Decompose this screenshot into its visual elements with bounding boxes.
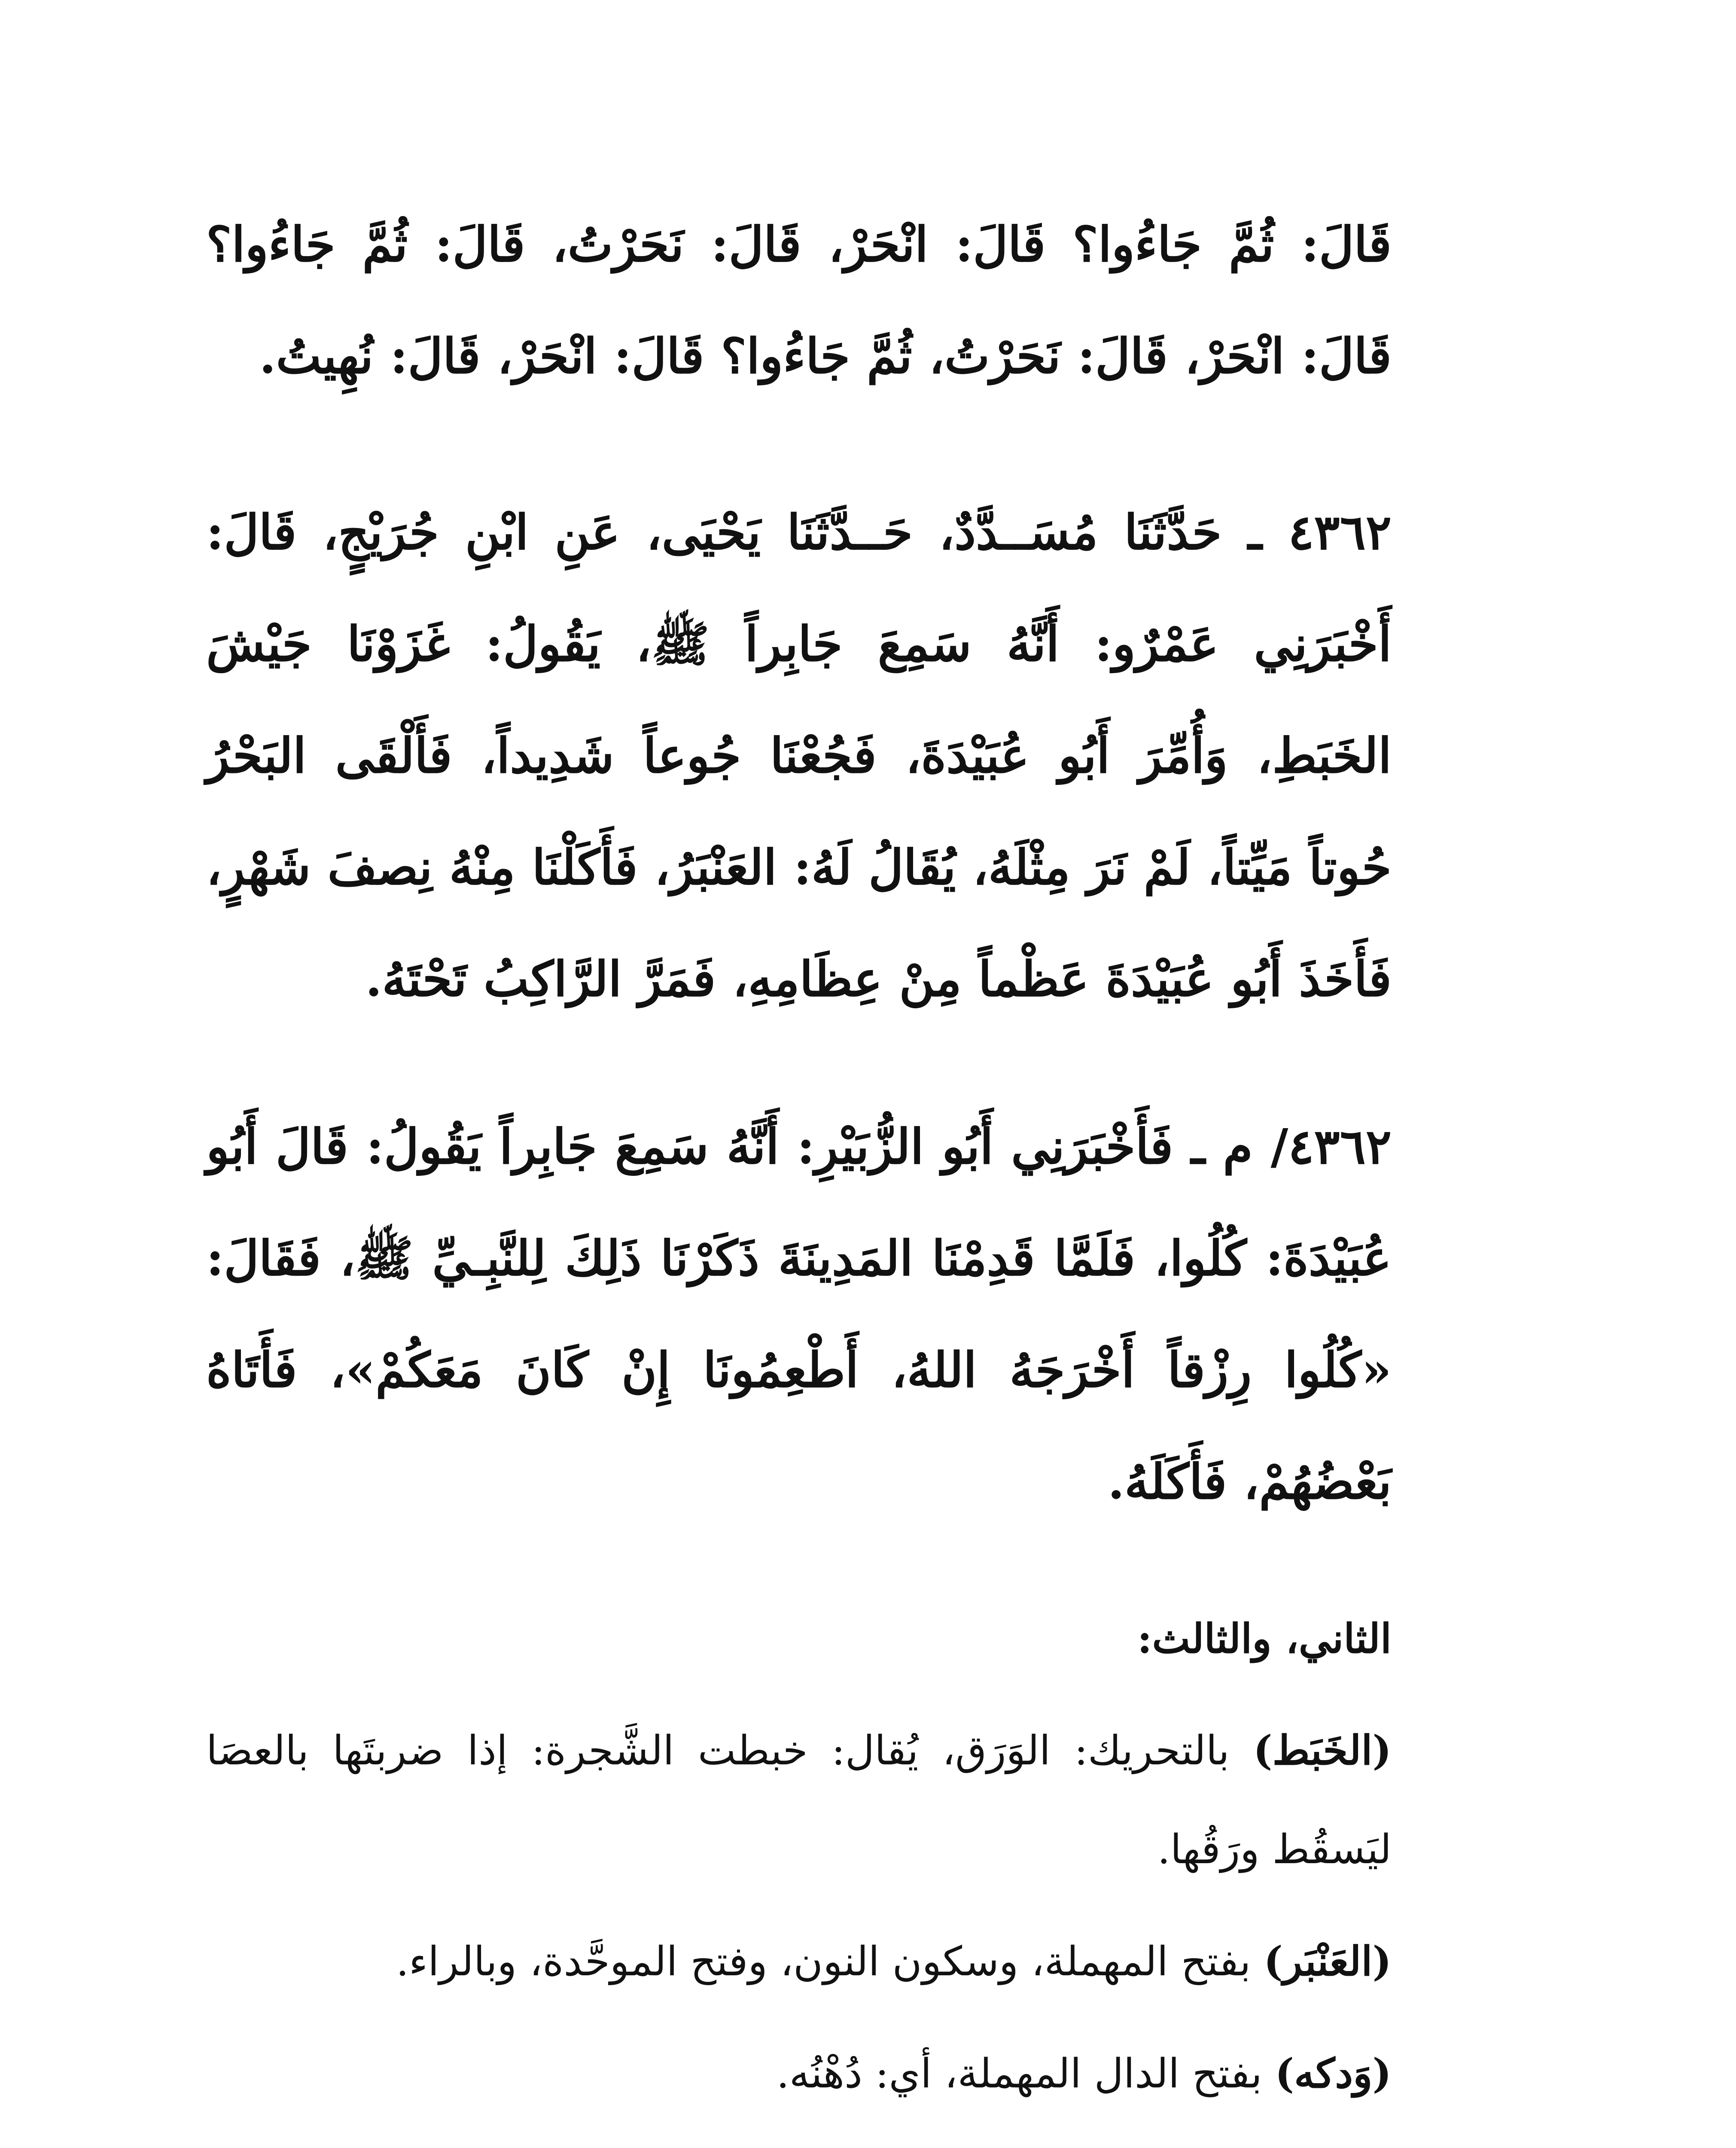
commentary-term: (العَنْبَر): [1264, 1938, 1392, 1985]
hadith-continuation: قَالَ: ثُمَّ جَاءُوا؟ قَالَ: انْحَرْ، قَالَ: نَحَرْتُ، قَالَ: ثُمَّ جَاءُوا؟ قَالَ: انْحَرْ، قَالَ: نَحَرْتُ، ثُمَّ جَاءُوا؟ قَالَ: انْحَرْ، قَالَ: نُهِيتُ.: [206, 217, 1392, 384]
commentary-term: (الخَبَط): [1253, 1727, 1392, 1774]
commentary-text: بفتح المهملة، وسكون النون، وفتح الموحَّدة، وبالراء.: [396, 1938, 1264, 1985]
hadith-4362-m: ٤٣٦٢/ م ـ فَأَخْبَرَنِي أَبُو الزُّبَيْرِ: أَنَّهُ سَمِعَ جَابِراً يَقُولُ: قَالَ أَبُو عُبَيْدَةَ: كُلُوا، فَلَمَّا قَدِمْنَا المَدِينَةَ ذَكَرْنَا ذَلِكَ لِلنَّبِـيِّ ﷺ، فَقَالَ: «كُلُوا رِزْقاً أَخْرَجَهُ اللهُ، أَطْعِمُونَا إِنْ كَانَ مَعَكُمْ»، فَأَتَاهُ بَعْضُهُمْ، فَأَكَلَهُ.: [206, 1119, 1392, 1510]
commentary-entry: [206, 1701, 1392, 1899]
commentary-section: [206, 1590, 1392, 2148]
hadith-4362: ٤٣٦٢ ـ حَدَّثَنَا مُسَــدَّدٌ، حَــدَّثَنَا يَحْيَى، عَنِ ابْنِ جُرَيْجٍ، قَالَ: أَخْبَرَنِي عَمْرٌو: أَنَّهُ سَمِعَ جَابِراً ﷺ، يَقُولُ: غَزَوْنَا جَيْشَ الخَبَطِ، وَأُمِّرَ أَبُو عُبَيْدَةَ، فَجُعْنَا جُوعاً شَدِيداً، فَأَلْقَى البَحْرُ حُوتاً مَيِّتاً، لَمْ نَرَ مِثْلَهُ، يُقَالُ لَهُ: العَنْبَرُ، فَأَكَلْنَا مِنْهُ نِصفَ شَهْرٍ، فَأَخَذَ أَبُو عُبَيْدَةَ عَظْماً مِنْ عِظَامِهِ، فَمَرَّ الرَّاكِبُ تَحْتَهُ.: [206, 504, 1392, 1007]
commentary-entry: [206, 1912, 1392, 2011]
commentary-text: بالتحريك: الوَرَق، يُقال: خبطت الشَّجرة: إذا ضربتَها بالعصَا ليَسقُط ورَقُها.: [206, 1727, 1392, 1873]
commentary-term: (وَدكه): [1275, 2050, 1392, 2097]
commentary-heading: الثاني، والثالث:: [1137, 1615, 1392, 1663]
book-page: [206, 189, 1392, 2148]
commentary-text: بفتح الدال المهملة، أي: دُهْنُه.: [776, 2050, 1275, 2097]
commentary-entry: [206, 2136, 1392, 2148]
commentary-entry: [206, 2024, 1392, 2124]
